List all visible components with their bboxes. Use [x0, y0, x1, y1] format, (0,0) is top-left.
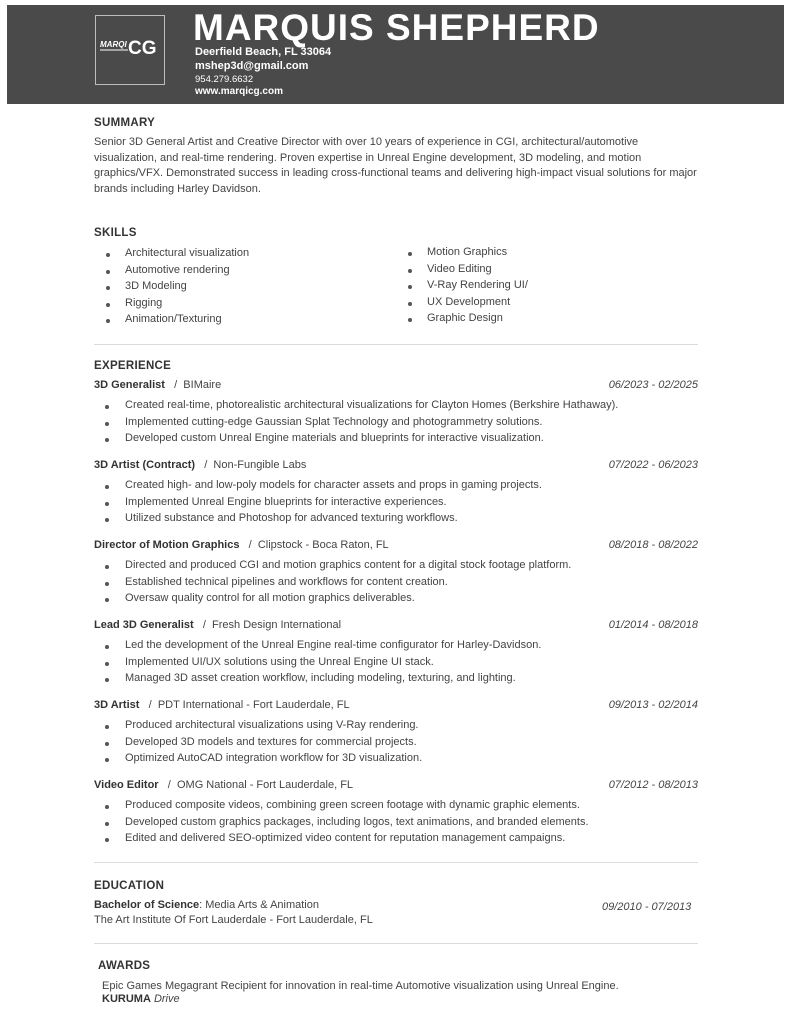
job-separator: /	[204, 459, 208, 471]
section-divider	[94, 862, 698, 863]
job-company: BIMaire	[183, 379, 222, 391]
job-bullets	[94, 397, 698, 447]
job-header	[94, 617, 698, 634]
job-dates: 06/2023 - 02/2025	[608, 379, 698, 391]
job-header	[94, 377, 698, 394]
job-title: 3D Artist	[94, 699, 140, 711]
job-separator: /	[167, 779, 171, 791]
education-heading: EDUCATION	[94, 880, 165, 892]
skill-item: Graphic Design	[406, 310, 528, 327]
job-bullets	[94, 477, 698, 527]
skills-list-left	[104, 245, 249, 328]
list-item: Developed custom graphics packages, including logos, text animations, and branded elements.	[94, 814, 698, 831]
list-item: Established technical pipelines and workflows for content creation.	[94, 574, 698, 591]
list-item: Created real-time, photorealistic architectural visualizations for Clayton Homes (Berkshire Hathaway).	[94, 397, 698, 414]
candidate-name: MARQUIS SHEPHERD	[193, 7, 600, 48]
job-company: OMG National - Fort Lauderdale, FL	[176, 779, 354, 791]
award-project-name: KURUMA	[102, 993, 151, 1005]
list-item: Created high- and low-poly models for character assets and props in gaming projects.	[94, 477, 698, 494]
list-item: Developed custom Unreal Engine materials and blueprints for interactive visualization.	[94, 430, 698, 447]
job-separator: /	[202, 619, 206, 631]
list-item: Implemented UI/UX solutions using the Unreal Engine UI stack.	[94, 654, 698, 671]
job-company: Clipstock - Boca Raton, FL	[257, 539, 389, 551]
job-entry	[94, 617, 698, 687]
job-header	[94, 777, 698, 794]
award-text: Epic Games Megagrant Recipient for innovation in real-time Automotive visualization using Unreal Engine.	[102, 980, 619, 992]
skill-item: 3D Modeling	[104, 278, 249, 295]
education-dates: 09/2010 - 07/2013	[602, 901, 692, 913]
skill-item: Video Editing	[406, 261, 528, 278]
website-link[interactable]: www.marqicg.com	[195, 86, 283, 97]
list-item: Optimized AutoCAD integration workflow for 3D visualization.	[94, 750, 698, 767]
skill-item: UX Development	[406, 294, 528, 311]
list-item: Led the development of the Unreal Engine real-time configurator for Harley-Davidson.	[94, 637, 698, 654]
job-company: PDT International - Fort Lauderdale, FL	[157, 699, 350, 711]
skill-item: Animation/Texturing	[104, 311, 249, 328]
job-company: Fresh Design International	[212, 619, 342, 631]
degree-name: Bachelor of Science	[94, 899, 200, 911]
job-title: 3D Artist (Contract)	[94, 459, 196, 471]
phone-number: 954.279.6632	[195, 74, 254, 85]
list-item: Utilized substance and Photoshop for advanced texturing workflows.	[94, 510, 698, 527]
job-entry	[94, 537, 698, 607]
skill-item: Architectural visualization	[104, 245, 249, 262]
section-divider	[94, 344, 698, 345]
job-title: Lead 3D Generalist	[94, 619, 194, 631]
skills-list-right	[406, 244, 528, 327]
job-entry	[94, 697, 698, 767]
svg-text:MARQI: MARQI	[100, 40, 127, 49]
skill-item: Rigging	[104, 295, 249, 312]
job-bullets	[94, 717, 698, 767]
job-dates: 09/2013 - 02/2014	[608, 699, 698, 711]
job-dates: 07/2012 - 08/2013	[608, 779, 698, 791]
resume-header	[7, 5, 784, 104]
summary-text: Senior 3D General Artist and Creative Director with over 10 years of experience in CGI, architectural/automotive visualization, and real-time rendering. Proven expertise in Unreal Engine development, 3D modeling, and motion graphics/VFX. Demonstrated success in leading cross-functional teams and delivering high-impact visual solutions for major brands including Harley Davidson.	[94, 136, 697, 195]
school-name: The Art Institute Of Fort Lauderdale - Fort Lauderdale, FL	[94, 914, 373, 926]
location: Deerfield Beach, FL 33064	[195, 46, 332, 58]
job-title: 3D Generalist	[94, 379, 165, 391]
job-separator: /	[174, 379, 178, 391]
job-bullets	[94, 797, 698, 847]
section-divider	[94, 943, 698, 944]
job-entry	[94, 377, 698, 447]
list-item: Implemented cutting-edge Gaussian Splat Technology and photogrammetry solutions.	[94, 414, 698, 431]
list-item: Directed and produced CGI and motion graphics content for a digital stock footage platform.	[94, 557, 698, 574]
job-dates: 01/2014 - 08/2018	[608, 619, 698, 631]
job-company: Non-Fungible Labs	[213, 459, 307, 471]
list-item: Developed 3D models and textures for commercial projects.	[94, 734, 698, 751]
list-item: Managed 3D asset creation workflow, including modeling, texturing, and lighting.	[94, 670, 698, 687]
list-item: Produced composite videos, combining green screen footage with dynamic graphic elements.	[94, 797, 698, 814]
job-bullets	[94, 637, 698, 687]
skills-heading: SKILLS	[94, 227, 137, 239]
job-entry	[94, 777, 698, 847]
job-header	[94, 697, 698, 714]
job-dates: 08/2018 - 08/2022	[608, 539, 698, 551]
email-link[interactable]: mshep3d@gmail.com	[195, 60, 309, 72]
award-project	[102, 992, 180, 1007]
job-header	[94, 457, 698, 474]
svg-text:CG: CG	[128, 38, 157, 59]
job-entry	[94, 457, 698, 527]
degree-field: : Media Arts & Animation	[199, 899, 319, 911]
list-item: Produced architectural visualizations using V-Ray rendering.	[94, 717, 698, 734]
marqicg-logo-icon	[98, 34, 162, 66]
skill-item: Motion Graphics	[406, 244, 528, 261]
list-item: Edited and delivered SEO-optimized video content for reputation management campaigns.	[94, 830, 698, 847]
skill-item: V-Ray Rendering UI/	[406, 277, 528, 294]
skill-item: Automotive rendering	[104, 262, 249, 279]
experience-heading: EXPERIENCE	[94, 360, 172, 372]
award-project-subtitle: Drive	[153, 993, 180, 1005]
summary-heading: SUMMARY	[94, 117, 156, 129]
list-item: Implemented Unreal Engine blueprints for interactive experiences.	[94, 494, 698, 511]
job-title: Video Editor	[94, 779, 159, 791]
job-separator: /	[248, 539, 252, 551]
list-item: Oversaw quality control for all motion graphics deliverables.	[94, 590, 698, 607]
awards-heading: AWARDS	[98, 960, 151, 972]
logo	[95, 15, 165, 85]
job-bullets	[94, 557, 698, 607]
job-dates: 07/2022 - 06/2023	[608, 459, 698, 471]
degree	[94, 898, 319, 913]
job-header	[94, 537, 698, 554]
job-title: Director of Motion Graphics	[94, 539, 240, 551]
job-separator: /	[148, 699, 152, 711]
